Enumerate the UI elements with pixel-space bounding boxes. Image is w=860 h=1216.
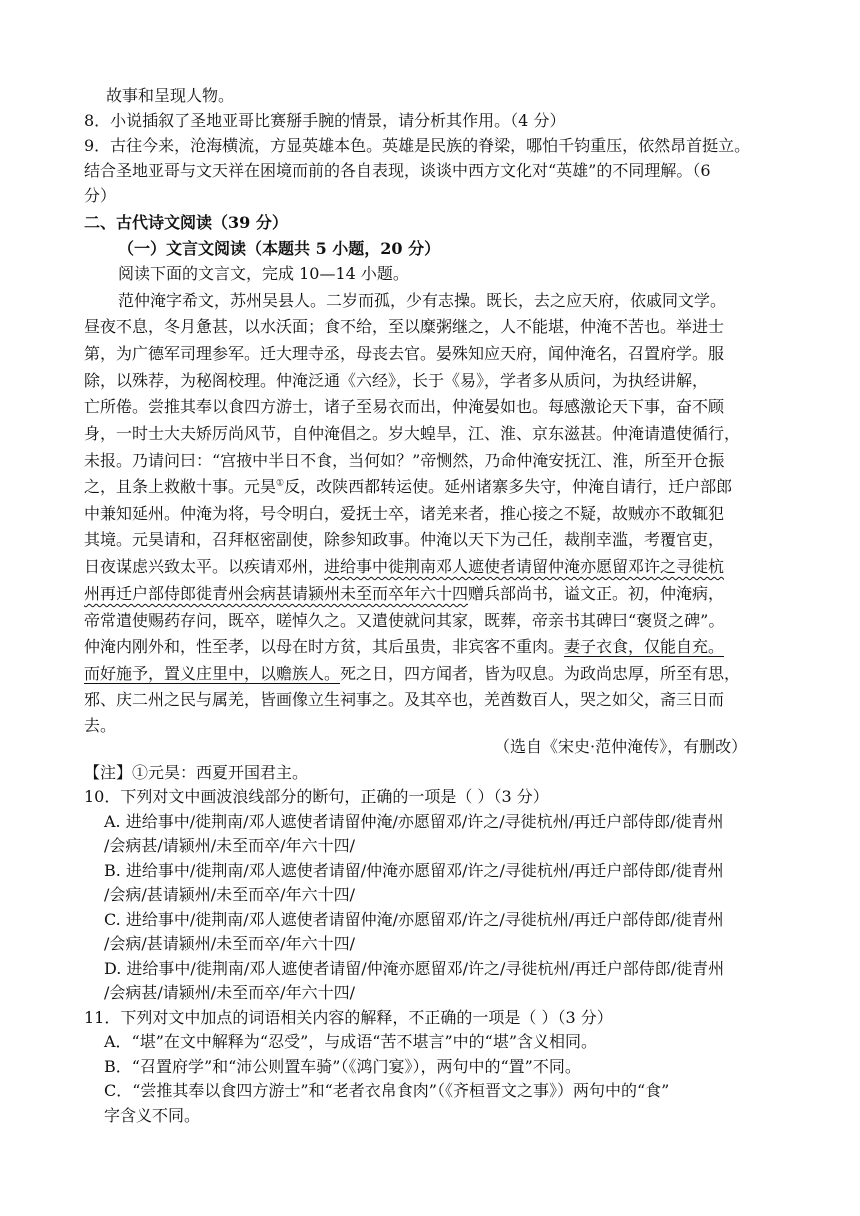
passage-line: 范仲淹字希文，苏州吴县人。二岁而孤，少有志操。既长，去之应天府，依戚同文学。 (118, 291, 727, 310)
passage-line (84, 557, 724, 577)
passage-line: 其境。元昊请和，召拜枢密副使，除参知政事。仲淹以天下为己任，裁削幸滥，考覆官吏， (84, 530, 725, 549)
passage-source: （选自《宋史·范仲淹传》，有删改） (494, 737, 748, 756)
passage-line: 昼夜不息，冬月惫甚，以水沃面；食不给，至以糜粥继之，人不能堪，仲淹不苦也。举进士 (84, 317, 725, 336)
passage-line (84, 584, 724, 604)
underlined-text: 妻子衣食，仅能自充。 (564, 637, 725, 656)
passage-text: 之，且条上救敝十事。元昊 (84, 477, 277, 496)
option-10d-line-2: /会病甚/请颍州/未至而卒/年六十四/ (104, 983, 355, 1002)
passage-line: 邪、庆二州之民与属羌，皆画像立生祠事之。及其卒也，羌酋数百人，哭之如父，斋三日而 (84, 690, 725, 709)
passage-text: 死之日，四方闻者，皆为叹息。为政尚忠厚，所至有思， (340, 664, 741, 683)
passage-line: 第，为广德军司理参军。迁大理寺丞，母丧去官。晏殊知应天府，闻仲淹名，召置府学。服 (84, 344, 725, 363)
passage-text: 仲淹内刚外和，性至孝，以母在时方贫，其后虽贵，非宾客不重肉。 (84, 637, 565, 656)
passage-line (84, 664, 740, 684)
option-10a-line-2: /会病甚/请颍州/未至而卒/年六十四/ (104, 836, 355, 855)
question-9-line-2: 结合圣地亚哥与文天祥在困境而前的各自表现，谈谈中西方文化对“英雄”的不同理解。（6 (84, 161, 711, 180)
question-11: 11．下列对文中加点的词语相关内容的解释，不正确的一项是（ ）（3 分） (84, 1008, 613, 1027)
option-10c-line-1: C. 进给事中/徙荆南/邓人遮使者请留仲淹/亦愿留邓/许之/寻徙杭州/再迁户部侍郎/徙青州 (104, 910, 724, 929)
question-10: 10．下列对文中画波浪线部分的断句，正确的一项是（ ）（3 分） (84, 787, 549, 806)
section-heading: 二、古代诗文阅读（39 分） (84, 213, 288, 232)
passage-line (84, 477, 732, 497)
option-11a: A．“堪”在文中解释为“忍受”，与成语“苦不堪言”中的“堪”含义相同。 (104, 1032, 597, 1051)
footnote-marker: ① (276, 478, 285, 489)
option-11c-line-1: C．“尝推其奉以食四方游士”和“老者衣帛食肉”（《齐桓晋文之事》）两句中的“食” (104, 1081, 670, 1100)
passage-line: 未报。乃请问曰：“宫掖中半日不食，当何如？”帝恻然，乃命仲淹安抚江、淮，所至开仓振 (84, 451, 725, 470)
subsection-heading: （一）文言文阅读（本题共 5 小题，20 分） (118, 239, 441, 258)
question-9-line-1: 9．古往今来，沧海横流，方显英雄本色。英雄是民族的脊梁，哪怕千钧重压，依然昂首挺立。 (84, 136, 751, 155)
option-11c-line-2: 字含义不同。 (104, 1106, 201, 1125)
passage-line: 除，以殊荐，为秘阁校理。仲淹泛通《六经》，长于《易》，学者多从质问，为执经讲解， (84, 371, 709, 390)
passage-line: 中兼知延州。仲淹为将，号令明白，爱抚士卒，诸羌来者，推心接之不疑，故贼亦不敢辄犯 (84, 504, 725, 523)
passage-line: 帝常遣使赐药存问，既卒，嗟悼久之。又遣使就问其家，既葬，帝亲书其碑曰“褒贤之碑”。 (84, 611, 725, 630)
underlined-text: 而好施予，置义庄里中，以赡族人。 (84, 664, 341, 683)
wavy-underlined-text: 进给事中徙荆南邓人遮使者请留仲淹亦愿留邓许之寻徙杭 (324, 557, 725, 576)
option-10b-line-1: B. 进给事中/徙荆南/邓人遮使者请留/仲淹亦愿留邓/许之/寻徙杭州/再迁户部侍郎/徙青州 (104, 861, 724, 880)
option-10a-line-1: A. 进给事中/徙荆南/邓人遮使者请留仲淹/亦愿留邓/许之/寻徙杭州/再迁户部侍郎/徙青州 (104, 812, 724, 831)
passage-text: 反，改陕西都转运使。延州诸寨多失守，仲淹自请行，迁户部郎 (284, 477, 733, 496)
passage-line (84, 637, 724, 657)
passage-line: 去。 (84, 716, 117, 735)
passage-text: 日夜谋虑兴致太平。以疾请邓州， (84, 557, 325, 576)
passage-text: 赠兵部尚书，谥文正。初，仲淹病， (468, 584, 725, 603)
reading-instruction: 阅读下面的文言文，完成 10—14 小题。 (118, 264, 409, 283)
wavy-underlined-text: 州再迁户部侍郎徙青州会病甚请颍州未至而卒年六十四 (84, 584, 469, 603)
q7-continuation: 故事和呈现人物。 (106, 86, 235, 105)
question-8: 8．小说插叙了圣地亚哥比赛掰手腕的情景，请分析其作用。（4 分） (84, 111, 566, 130)
footnote: 【注】①元昊：西夏开国君主。 (84, 763, 309, 782)
question-9-line-3: 分） (84, 186, 117, 205)
option-10c-line-2: /会病/甚请颍州/未至而卒/年六十四/ (104, 934, 355, 953)
passage-line: 身，一时士大夫矫厉尚风节，自仲淹倡之。岁大蝗旱，江、淮、京东滋甚。仲淹请遣使循行， (84, 424, 741, 443)
option-10b-line-2: /会病/甚请颍州/未至而卒/年六十四/ (104, 885, 355, 904)
option-10d-line-1: D. 进给事中/徙荆南/邓人遮使者请留/仲淹亦愿留邓/许之/寻徙杭州/再迁户部侍郎/徙青州 (104, 959, 725, 978)
option-11b: B．“召置府学”和“沛公则置车骑”（《鸿门宴》），两句中的“置”不同。 (104, 1057, 581, 1076)
passage-line: 亡所倦。尝推其奉以食四方游士，诸子至易衣而出，仲淹晏如也。每感激论天下事，奋不顾 (84, 397, 725, 416)
